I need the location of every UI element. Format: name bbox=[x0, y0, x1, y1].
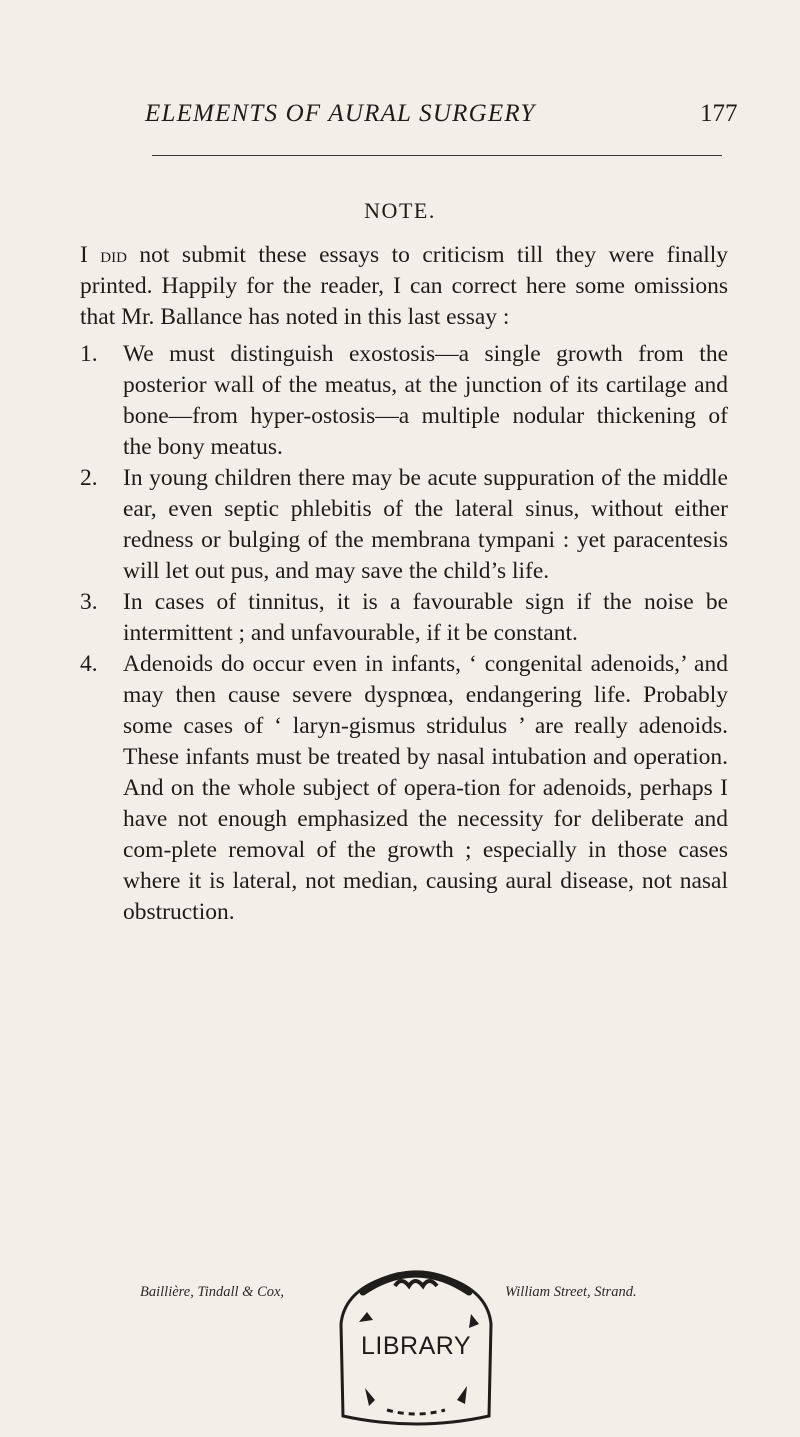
intro-paragraph bbox=[80, 240, 728, 333]
note-body bbox=[80, 240, 728, 928]
library-stamp bbox=[303, 1246, 529, 1432]
running-title: ELEMENTS OF AURAL SURGERY bbox=[145, 100, 536, 127]
list-item-text: Adenoids do occur even in infants, ‘ congenital adenoids,’ and may then cause severe dyspnœa, endangering life. Probably some cases of ‘ laryn-gismus stridulus ’ are really adenoids. These infants must be treated by nasal intubation and operation. And on the whole subject of opera-tion for adenoids, perhaps I have not enough emphasized the necessity for deliberate and com-plete removal of the growth ; especially in those cases where it is lateral, not median, causing aural disease, not nasal obstruction. bbox=[123, 651, 728, 925]
list-item-number: 4. bbox=[80, 651, 98, 677]
list-item-number: 2. bbox=[80, 465, 98, 491]
list-item-number: 1. bbox=[80, 341, 98, 367]
header-rule bbox=[152, 155, 722, 156]
list-item-text: We must distinguish exostosis—a single growth from the posterior wall of the meatus, at the junction of its cartilage and bone—from hyper-ostosis—a multiple nodular thickening of the bony meatus. bbox=[123, 341, 728, 460]
list-item bbox=[80, 587, 728, 649]
list-item-number: 3. bbox=[80, 589, 98, 615]
list-item-text: In young children there may be acute suppuration of the middle ear, even septic phlebitis of the lateral sinus, without either redness or bulging of the membrana tympani : yet paracentesis will let out pus, and may save the child’s life. bbox=[123, 465, 728, 584]
running-head bbox=[0, 100, 800, 140]
intro-rest: not submit these essays to criticism till they were finally printed. Happily for the reader, I can correct here some omissions that Mr. Ballance has noted in this last essay : bbox=[80, 242, 728, 330]
intro-first-word: I bbox=[80, 242, 101, 268]
stamp-label: LIBRARY bbox=[360, 1332, 472, 1360]
list-item bbox=[80, 339, 728, 463]
page-number: 177 bbox=[700, 100, 738, 127]
list-item bbox=[80, 463, 728, 587]
note-list bbox=[80, 339, 728, 928]
imprint-address: William Street, Strand. bbox=[505, 1284, 637, 1300]
imprint-publisher: Baillière, Tindall & Cox, bbox=[140, 1284, 285, 1300]
note-heading: NOTE. bbox=[364, 198, 436, 223]
intro-smallcaps: did bbox=[100, 243, 127, 267]
list-item bbox=[80, 649, 728, 928]
list-item-text: In cases of tinnitus, it is a favourable sign if the noise be intermittent ; and unfavourable, if it be constant. bbox=[123, 589, 728, 646]
